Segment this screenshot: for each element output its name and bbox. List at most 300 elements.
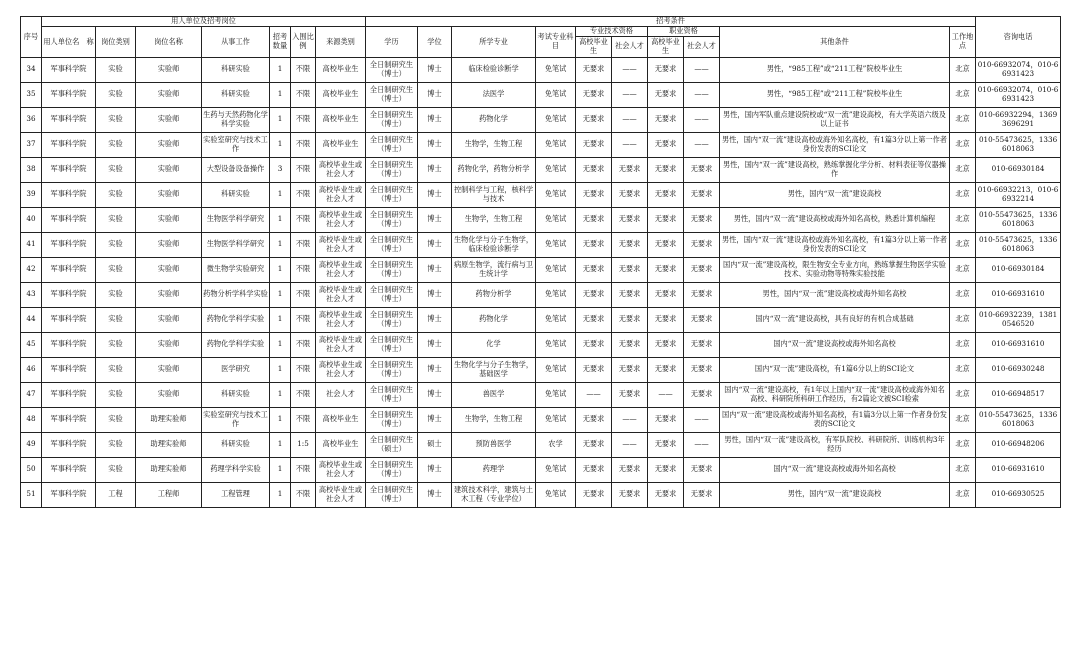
cell-work: 微生物学实验研究	[202, 257, 270, 282]
cell-seq: 42	[21, 257, 42, 282]
cell-other: 男性，国内“双一流”建设高校，有军队院校、科研院所、训练机构3年经历	[720, 432, 950, 457]
cell-location: 北京	[950, 57, 976, 82]
recruitment-table-sheet	[20, 16, 1060, 508]
cell-prof-tech-grad: 无要求	[576, 182, 612, 207]
cell-prof-tech-social: 无要求	[612, 382, 648, 407]
cell-prof-tech-social: 无要求	[612, 182, 648, 207]
cell-other: 国内“双一流”建设高校，有1篇6分以上的SCI论文	[720, 357, 950, 382]
cell-ratio: 不限	[291, 457, 316, 482]
cell-phone: 010-66930248	[976, 357, 1061, 382]
cell-other: 男性，国内军队重点建设院校或“双一流”建设高校，有大学英语六级及以上证书	[720, 107, 950, 132]
cell-other: 国内“双一流”建设高校，有1年以上国内“双一流”建设高校或海外知名高校、科研院所科研工作经历，有2篇论文被SCI检索	[720, 382, 950, 407]
table-row	[21, 432, 1061, 457]
header-quota: 招考数量	[270, 27, 291, 58]
header-voc-social: 社会人才	[684, 36, 720, 57]
cell-degree: 博士	[418, 207, 452, 232]
cell-major: 生物学，生物工程	[452, 132, 536, 157]
cell-voc-grad: 无要求	[648, 207, 684, 232]
cell-location: 北京	[950, 82, 976, 107]
cell-work: 科研实验	[202, 382, 270, 407]
cell-quota: 1	[270, 457, 291, 482]
cell-seq: 51	[21, 482, 42, 507]
table-row	[21, 482, 1061, 507]
cell-employer: 军事科学院	[42, 207, 96, 232]
cell-source: 高校毕业生或社会人才	[316, 457, 366, 482]
cell-location: 北京	[950, 382, 976, 407]
cell-source: 高校毕业生或社会人才	[316, 157, 366, 182]
cell-voc-social: 无要求	[684, 357, 720, 382]
cell-degree: 博士	[418, 382, 452, 407]
cell-seq: 47	[21, 382, 42, 407]
cell-category: 实验	[96, 157, 136, 182]
cell-position: 助理实验师	[136, 407, 202, 432]
cell-employer: 军事科学院	[42, 457, 96, 482]
cell-education: 全日制研究生（博士）	[366, 482, 418, 507]
cell-major: 药物化学，药物分析学	[452, 157, 536, 182]
cell-employer: 军事科学院	[42, 82, 96, 107]
cell-major: 药物化学	[452, 107, 536, 132]
cell-prof-tech-social: ——	[612, 57, 648, 82]
cell-category: 实验	[96, 432, 136, 457]
cell-phone: 010-66948517	[976, 382, 1061, 407]
cell-phone: 010-55473625，13366018063	[976, 407, 1061, 432]
cell-prof-tech-social: ——	[612, 82, 648, 107]
cell-major: 病原生物学，流行病与卫生统计学	[452, 257, 536, 282]
header-prof-tech-social: 社会人才	[612, 36, 648, 57]
cell-source: 高校毕业生	[316, 107, 366, 132]
cell-phone: 010-55473625，13366018063	[976, 207, 1061, 232]
table-row	[21, 182, 1061, 207]
cell-employer: 军事科学院	[42, 432, 96, 457]
cell-phone: 010-66948206	[976, 432, 1061, 457]
table-row	[21, 132, 1061, 157]
cell-source: 高校毕业生或社会人才	[316, 282, 366, 307]
cell-seq: 36	[21, 107, 42, 132]
cell-employer: 军事科学院	[42, 382, 96, 407]
cell-voc-social: 无要求	[684, 382, 720, 407]
cell-location: 北京	[950, 107, 976, 132]
cell-major: 生物化学与分子生物学，临床检验诊断学	[452, 232, 536, 257]
cell-exam: 免笔试	[536, 382, 576, 407]
cell-location: 北京	[950, 457, 976, 482]
cell-education: 全日制研究生（博士）	[366, 232, 418, 257]
cell-seq: 43	[21, 282, 42, 307]
table-row	[21, 382, 1061, 407]
cell-voc-social: 无要求	[684, 232, 720, 257]
cell-degree: 博士	[418, 482, 452, 507]
cell-ratio: 不限	[291, 207, 316, 232]
cell-work: 药理学科学实验	[202, 457, 270, 482]
cell-source: 高校毕业生	[316, 132, 366, 157]
cell-other: 男性，国内“双一流”建设高校	[720, 182, 950, 207]
cell-position: 助理实验师	[136, 457, 202, 482]
cell-position: 实验师	[136, 357, 202, 382]
cell-category: 实验	[96, 182, 136, 207]
cell-position: 实验师	[136, 57, 202, 82]
cell-prof-tech-social: 无要求	[612, 257, 648, 282]
cell-other: 国内“双一流”建设高校或海外知名高校	[720, 457, 950, 482]
cell-major: 化学	[452, 332, 536, 357]
cell-voc-social: 无要求	[684, 332, 720, 357]
cell-other: 男性，国内“双一流”建设高校或海外知名高校，有1篇3分以上第一作者身份发表的SCI论文	[720, 132, 950, 157]
cell-degree: 博士	[418, 332, 452, 357]
cell-category: 实验	[96, 257, 136, 282]
cell-voc-social: 无要求	[684, 157, 720, 182]
cell-seq: 38	[21, 157, 42, 182]
cell-employer: 军事科学院	[42, 407, 96, 432]
cell-quota: 1	[270, 357, 291, 382]
cell-work: 生物医学科学研究	[202, 232, 270, 257]
cell-education: 全日制研究生（博士）	[366, 207, 418, 232]
cell-voc-social: ——	[684, 432, 720, 457]
cell-category: 实验	[96, 407, 136, 432]
cell-prof-tech-grad: 无要求	[576, 107, 612, 132]
cell-education: 全日制研究生（博士）	[366, 407, 418, 432]
cell-ratio: 不限	[291, 407, 316, 432]
table-body	[21, 57, 1061, 507]
cell-voc-grad: 无要求	[648, 132, 684, 157]
cell-quota: 1	[270, 382, 291, 407]
cell-seq: 39	[21, 182, 42, 207]
cell-major: 控制科学与工程，核科学与技术	[452, 182, 536, 207]
cell-voc-grad: 无要求	[648, 57, 684, 82]
cell-quota: 1	[270, 407, 291, 432]
cell-phone: 010-66932294，13693696291	[976, 107, 1061, 132]
cell-category: 实验	[96, 282, 136, 307]
cell-seq: 46	[21, 357, 42, 382]
cell-phone: 010-66931610	[976, 282, 1061, 307]
cell-quota: 1	[270, 82, 291, 107]
cell-degree: 博士	[418, 82, 452, 107]
cell-other: 国内“双一流”建设高校，具有良好的有机合成基础	[720, 307, 950, 332]
cell-major: 法医学	[452, 82, 536, 107]
cell-voc-social: 无要求	[684, 457, 720, 482]
header-phone: 咨询电话	[976, 17, 1061, 58]
cell-voc-social: ——	[684, 132, 720, 157]
cell-source: 高校毕业生或社会人才	[316, 357, 366, 382]
cell-category: 实验	[96, 307, 136, 332]
cell-work: 科研实验	[202, 182, 270, 207]
cell-exam: 免笔试	[536, 207, 576, 232]
cell-work: 科研实验	[202, 432, 270, 457]
cell-seq: 50	[21, 457, 42, 482]
table-row	[21, 107, 1061, 132]
cell-position: 实验师	[136, 382, 202, 407]
cell-voc-social: 无要求	[684, 257, 720, 282]
cell-degree: 博士	[418, 307, 452, 332]
cell-education: 全日制研究生（博士）	[366, 257, 418, 282]
table-row	[21, 332, 1061, 357]
header-exam: 考试专业科 目	[536, 27, 576, 58]
cell-seq: 49	[21, 432, 42, 457]
cell-phone: 010-66930525	[976, 482, 1061, 507]
table-row	[21, 257, 1061, 282]
cell-seq: 34	[21, 57, 42, 82]
table-row	[21, 307, 1061, 332]
cell-exam: 免笔试	[536, 82, 576, 107]
cell-prof-tech-social: 无要求	[612, 157, 648, 182]
header-employer: 用人单位名 称	[42, 27, 96, 58]
cell-location: 北京	[950, 207, 976, 232]
cell-voc-social: ——	[684, 107, 720, 132]
cell-employer: 军事科学院	[42, 57, 96, 82]
table-row	[21, 157, 1061, 182]
cell-major: 药物分析学	[452, 282, 536, 307]
cell-ratio: 不限	[291, 282, 316, 307]
cell-phone: 010-55473625，13366018063	[976, 132, 1061, 157]
cell-voc-social: ——	[684, 82, 720, 107]
header-position: 岗位名称	[136, 27, 202, 58]
cell-other: 男性，国内“双一流”建设高校或海外知名高校，熟悉计算机编程	[720, 207, 950, 232]
cell-degree: 博士	[418, 407, 452, 432]
cell-prof-tech-grad: 无要求	[576, 457, 612, 482]
cell-degree: 博士	[418, 282, 452, 307]
cell-prof-tech-grad: 无要求	[576, 132, 612, 157]
cell-education: 全日制研究生（博士）	[366, 157, 418, 182]
cell-exam: 免笔试	[536, 232, 576, 257]
cell-prof-tech-social: 无要求	[612, 482, 648, 507]
cell-degree: 博士	[418, 457, 452, 482]
cell-exam: 免笔试	[536, 132, 576, 157]
cell-category: 实验	[96, 382, 136, 407]
cell-quota: 1	[270, 232, 291, 257]
cell-seq: 37	[21, 132, 42, 157]
cell-ratio: 1:5	[291, 432, 316, 457]
cell-location: 北京	[950, 307, 976, 332]
cell-employer: 军事科学院	[42, 282, 96, 307]
cell-exam: 免笔试	[536, 257, 576, 282]
cell-prof-tech-grad: 无要求	[576, 232, 612, 257]
cell-quota: 1	[270, 282, 291, 307]
cell-source: 高校毕业生或社会人才	[316, 232, 366, 257]
cell-voc-social: ——	[684, 57, 720, 82]
header-group-unit: 用人单位及招考岗位	[42, 17, 366, 27]
cell-major: 预防兽医学	[452, 432, 536, 457]
cell-degree: 博士	[418, 357, 452, 382]
cell-degree: 博士	[418, 57, 452, 82]
cell-exam: 免笔试	[536, 107, 576, 132]
cell-source: 高校毕业生或社会人才	[316, 307, 366, 332]
cell-employer: 军事科学院	[42, 357, 96, 382]
cell-prof-tech-grad: 无要求	[576, 332, 612, 357]
cell-prof-tech-grad: 无要求	[576, 82, 612, 107]
cell-education: 全日制研究生（博士）	[366, 57, 418, 82]
cell-phone: 010-66931610	[976, 457, 1061, 482]
cell-location: 北京	[950, 182, 976, 207]
cell-employer: 军事科学院	[42, 232, 96, 257]
cell-prof-tech-grad: 无要求	[576, 482, 612, 507]
cell-prof-tech-grad: 无要求	[576, 157, 612, 182]
cell-exam: 免笔试	[536, 407, 576, 432]
cell-major: 生物化学与分子生物学，基础医学	[452, 357, 536, 382]
cell-other: 国内“双一流”建设高校，限生物安全专业方向，熟练掌握生物医学实验技术、实验动物等特殊实验技能	[720, 257, 950, 282]
cell-ratio: 不限	[291, 82, 316, 107]
header-seq: 序号	[21, 17, 42, 58]
cell-voc-grad: 无要求	[648, 407, 684, 432]
cell-seq: 40	[21, 207, 42, 232]
header-source: 来源类别	[316, 27, 366, 58]
cell-phone: 010-55473625，13366018063	[976, 232, 1061, 257]
cell-work: 药物化学科学实验	[202, 332, 270, 357]
cell-voc-social: 无要求	[684, 207, 720, 232]
cell-location: 北京	[950, 132, 976, 157]
cell-exam: 免笔试	[536, 182, 576, 207]
cell-other: 男性，国内“双一流”建设高校，熟练掌握化学分析、材料表征等仪器操作	[720, 157, 950, 182]
cell-major: 生物学，生物工程	[452, 207, 536, 232]
cell-quota: 1	[270, 107, 291, 132]
cell-quota: 1	[270, 482, 291, 507]
cell-category: 实验	[96, 332, 136, 357]
cell-prof-tech-social: 无要求	[612, 307, 648, 332]
cell-ratio: 不限	[291, 57, 316, 82]
header-prof-tech: 专业技术资格	[576, 27, 648, 37]
cell-voc-social: 无要求	[684, 307, 720, 332]
cell-ratio: 不限	[291, 307, 316, 332]
cell-education: 全日制研究生（博士）	[366, 457, 418, 482]
cell-phone: 010-66932213，010-66932214	[976, 182, 1061, 207]
table-row	[21, 282, 1061, 307]
cell-source: 高校毕业生或社会人才	[316, 482, 366, 507]
cell-employer: 军事科学院	[42, 157, 96, 182]
cell-education: 全日制研究生（博士）	[366, 132, 418, 157]
cell-major: 药物化学	[452, 307, 536, 332]
header-voc: 职业资格	[648, 27, 720, 37]
table-row	[21, 207, 1061, 232]
cell-exam: 免笔试	[536, 282, 576, 307]
cell-voc-grad: ——	[648, 382, 684, 407]
cell-category: 实验	[96, 107, 136, 132]
cell-prof-tech-social: 无要求	[612, 332, 648, 357]
cell-prof-tech-social: ——	[612, 132, 648, 157]
cell-major: 生物学，生物工程	[452, 407, 536, 432]
recruitment-table	[20, 16, 1061, 508]
cell-degree: 硕士	[418, 432, 452, 457]
cell-prof-tech-grad: 无要求	[576, 207, 612, 232]
cell-voc-grad: 无要求	[648, 457, 684, 482]
cell-prof-tech-social: 无要求	[612, 232, 648, 257]
cell-source: 高校毕业生	[316, 407, 366, 432]
cell-exam: 免笔试	[536, 457, 576, 482]
cell-other: 男性，国内“双一流”建设高校	[720, 482, 950, 507]
cell-prof-tech-grad: ——	[576, 382, 612, 407]
cell-location: 北京	[950, 282, 976, 307]
cell-major: 建筑技术科学，建筑与土木工程（专业学位）	[452, 482, 536, 507]
cell-exam: 免笔试	[536, 482, 576, 507]
cell-position: 实验师	[136, 232, 202, 257]
cell-other: 男性，“985工程”或“211工程”院校毕业生	[720, 82, 950, 107]
header-major: 所学专业	[452, 27, 536, 58]
cell-prof-tech-grad: 无要求	[576, 407, 612, 432]
cell-voc-grad: 无要求	[648, 157, 684, 182]
cell-quota: 1	[270, 307, 291, 332]
cell-other: 男性，国内“双一流”建设高校或海外知名高校	[720, 282, 950, 307]
cell-category: 实验	[96, 357, 136, 382]
cell-exam: 农学	[536, 432, 576, 457]
cell-location: 北京	[950, 157, 976, 182]
cell-work: 实验室研究与技术工作	[202, 132, 270, 157]
cell-work: 实验室研究与技术工作	[202, 407, 270, 432]
header-group-conditions: 招考条件	[366, 17, 976, 27]
cell-position: 实验师	[136, 157, 202, 182]
cell-phone: 010-66931610	[976, 332, 1061, 357]
header-location: 工作地点	[950, 27, 976, 58]
cell-quota: 1	[270, 57, 291, 82]
cell-prof-tech-grad: 无要求	[576, 357, 612, 382]
cell-major: 临床检验诊断学	[452, 57, 536, 82]
cell-position: 工程师	[136, 482, 202, 507]
cell-prof-tech-grad: 无要求	[576, 432, 612, 457]
cell-ratio: 不限	[291, 332, 316, 357]
cell-phone: 010-66930184	[976, 257, 1061, 282]
cell-work: 科研实验	[202, 57, 270, 82]
cell-category: 实验	[96, 207, 136, 232]
cell-employer: 军事科学院	[42, 257, 96, 282]
cell-prof-tech-social: 无要求	[612, 282, 648, 307]
cell-location: 北京	[950, 357, 976, 382]
cell-ratio: 不限	[291, 182, 316, 207]
cell-education: 全日制研究生（博士）	[366, 107, 418, 132]
cell-source: 高校毕业生或社会人才	[316, 257, 366, 282]
cell-source: 高校毕业生或社会人才	[316, 332, 366, 357]
cell-prof-tech-grad: 无要求	[576, 307, 612, 332]
cell-major: 兽医学	[452, 382, 536, 407]
cell-category: 实验	[96, 82, 136, 107]
cell-education: 全日制研究生（博士）	[366, 382, 418, 407]
cell-phone: 010-66932239，13810546520	[976, 307, 1061, 332]
header-degree: 学位	[418, 27, 452, 58]
cell-ratio: 不限	[291, 482, 316, 507]
cell-location: 北京	[950, 232, 976, 257]
cell-position: 实验师	[136, 132, 202, 157]
cell-quota: 1	[270, 432, 291, 457]
cell-source: 高校毕业生	[316, 57, 366, 82]
cell-voc-grad: 无要求	[648, 232, 684, 257]
cell-voc-grad: 无要求	[648, 482, 684, 507]
cell-work: 药物分析学科学实验	[202, 282, 270, 307]
table-row	[21, 357, 1061, 382]
cell-source: 高校毕业生或社会人才	[316, 207, 366, 232]
cell-other: 国内“双一流”建设高校或海外知名高校，有1篇3分以上第一作者身份发表的SCI论文	[720, 407, 950, 432]
cell-voc-social: ——	[684, 407, 720, 432]
cell-position: 助理实验师	[136, 432, 202, 457]
cell-employer: 军事科学院	[42, 482, 96, 507]
cell-source: 社会人才	[316, 382, 366, 407]
cell-category: 实验	[96, 457, 136, 482]
cell-prof-tech-grad: 无要求	[576, 257, 612, 282]
cell-prof-tech-social: 无要求	[612, 357, 648, 382]
cell-source: 高校毕业生或社会人才	[316, 182, 366, 207]
cell-location: 北京	[950, 432, 976, 457]
cell-category: 实验	[96, 132, 136, 157]
cell-degree: 博士	[418, 182, 452, 207]
cell-category: 工程	[96, 482, 136, 507]
cell-phone: 010-66932074，010-66931423	[976, 57, 1061, 82]
cell-voc-grad: 无要求	[648, 257, 684, 282]
cell-work: 医学研究	[202, 357, 270, 382]
table-row	[21, 232, 1061, 257]
cell-ratio: 不限	[291, 132, 316, 157]
cell-prof-tech-social: 无要求	[612, 457, 648, 482]
cell-voc-social: 无要求	[684, 282, 720, 307]
cell-education: 全日制研究生（博士）	[366, 182, 418, 207]
cell-work: 药物化学科学实验	[202, 307, 270, 332]
cell-position: 实验师	[136, 207, 202, 232]
header-ratio: 入围比例	[291, 27, 316, 58]
cell-seq: 44	[21, 307, 42, 332]
header-education: 学历	[366, 27, 418, 58]
cell-work: 科研实验	[202, 82, 270, 107]
cell-quota: 1	[270, 182, 291, 207]
